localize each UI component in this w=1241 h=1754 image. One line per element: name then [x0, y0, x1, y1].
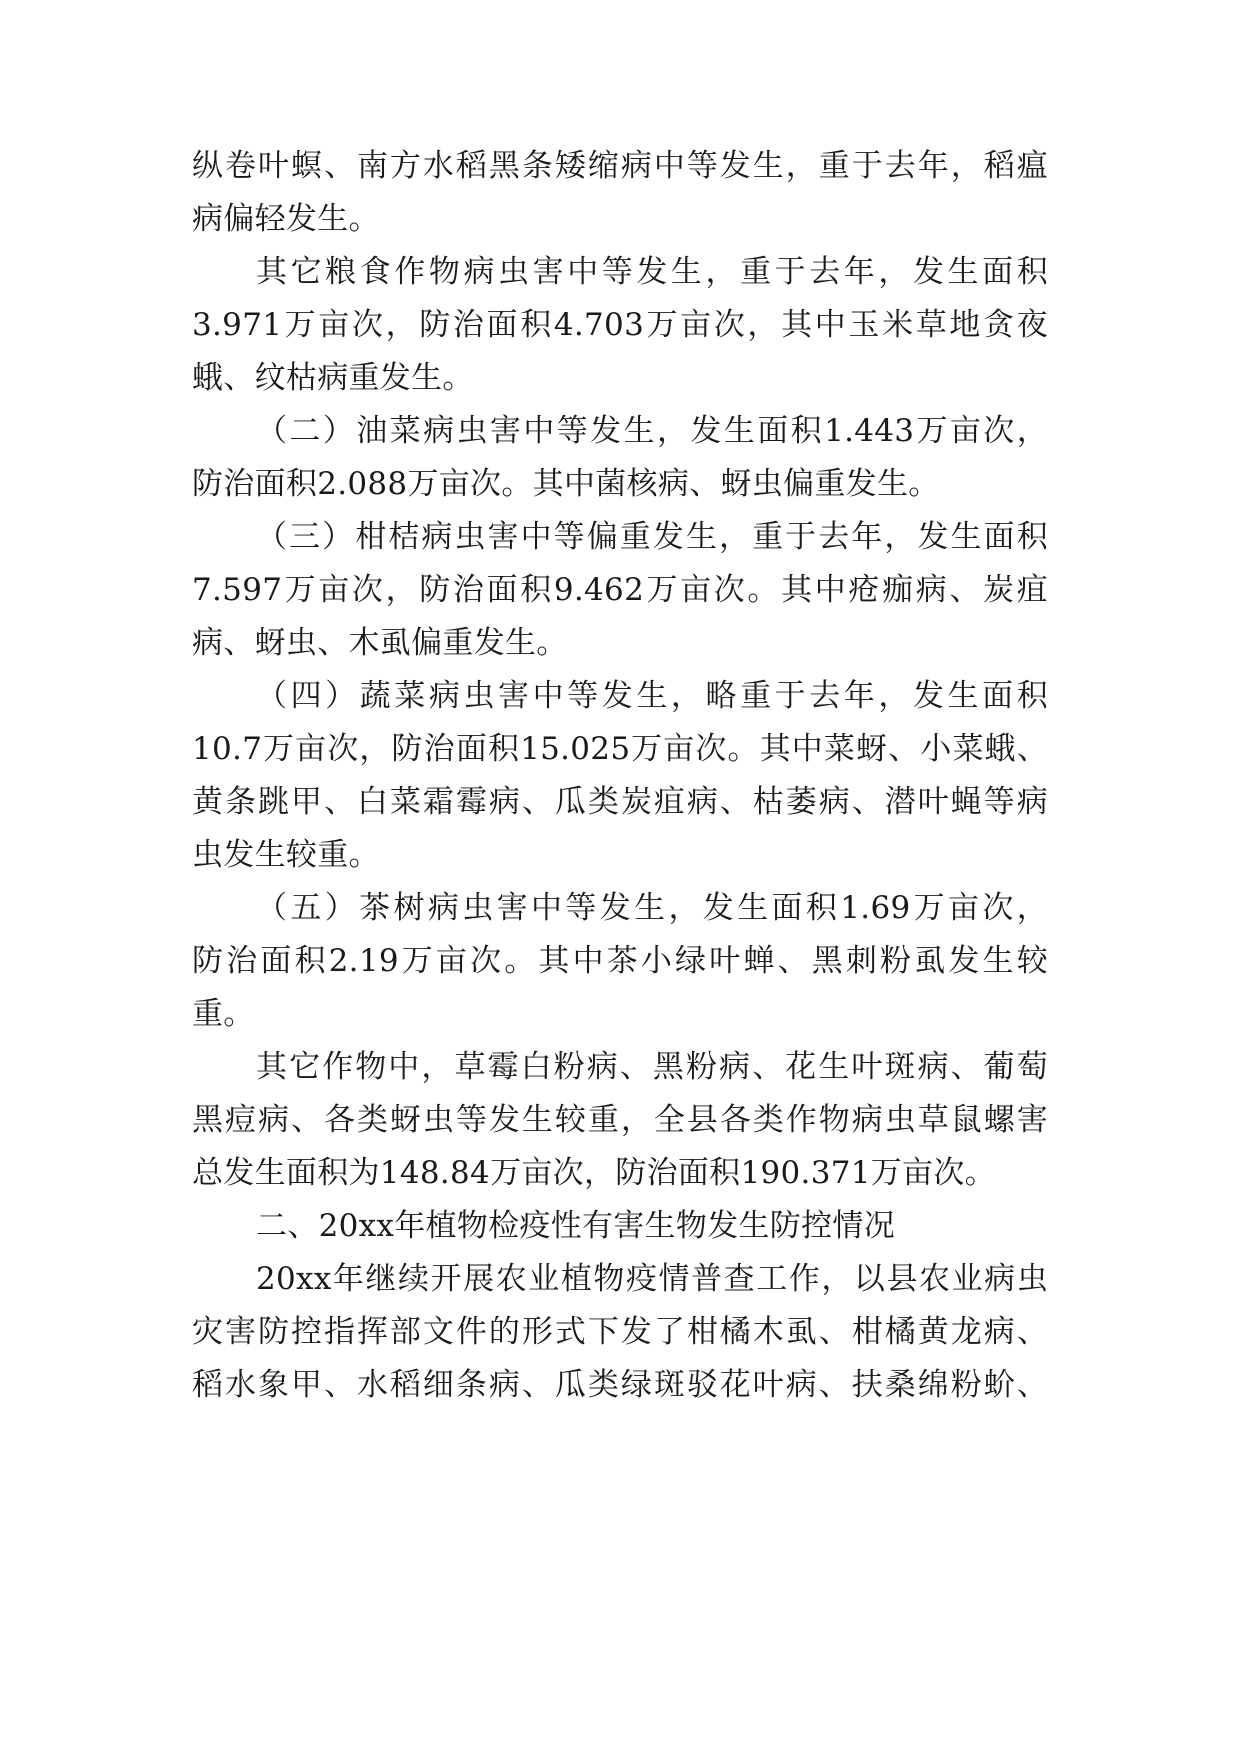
text-line: 重。 — [192, 996, 255, 1032]
text-line: 防治面积2.19万亩次。其中茶小绿叶蝉、黑刺粉虱发生较 — [192, 943, 1048, 979]
text-line: 稻水象甲、水稻细条病、瓜类绿斑驳花叶病、扶桑绵粉蚧、 — [192, 1367, 1048, 1403]
text-line: 虫发生较重。 — [192, 837, 380, 873]
text-line: （五）茶树病虫害中等发生，发生面积1.69万亩次， — [256, 890, 1048, 926]
text-line: 10.7万亩次，防治面积15.025万亩次。其中菜蚜、小菜蛾、 — [192, 731, 1048, 767]
text-line: 7.597万亩次，防治面积9.462万亩次。其中疮痂病、炭疽 — [192, 572, 1048, 608]
text-line: 3.971万亩次，防治面积4.703万亩次，其中玉米草地贪夜 — [192, 307, 1048, 343]
text-line: （四）蔬菜病虫害中等发生，略重于去年，发生面积 — [256, 678, 1048, 714]
text-line: （三）柑桔病虫害中等偏重发生，重于去年，发生面积 — [256, 519, 1048, 555]
text-line: 灾害防控指挥部文件的形式下发了柑橘木虱、柑橘黄龙病、 — [192, 1314, 1048, 1350]
text-line: 其它作物中，草霉白粉病、黑粉病、花生叶斑病、葡萄 — [256, 1049, 1048, 1085]
text-line: 其它粮食作物病虫害中等发生，重于去年，发生面积 — [256, 254, 1048, 290]
text-line: 纵卷叶螟、南方水稻黑条矮缩病中等发生，重于去年，稻瘟 — [192, 148, 1048, 184]
text-line: 防治面积2.088万亩次。其中菌核病、蚜虫偏重发生。 — [192, 466, 940, 502]
text-line: 黄条跳甲、白菜霜霉病、瓜类炭疽病、枯萎病、潜叶蝇等病 — [192, 784, 1048, 820]
text-line: 总发生面积为148.84万亩次，防治面积190.371万亩次。 — [192, 1155, 996, 1191]
text-line: 20xx年继续开展农业植物疫情普查工作，以县农业病虫 — [256, 1261, 1048, 1297]
text-line: 蛾、纹枯病重发生。 — [192, 360, 474, 396]
text-line: 黑痘病、各类蚜虫等发生较重，全县各类作物病虫草鼠螺害 — [192, 1102, 1048, 1138]
text-line: 病偏轻发生。 — [192, 201, 380, 237]
text-line: （二）油菜病虫害中等发生，发生面积1.443万亩次， — [256, 413, 1048, 449]
section-heading: 二、20xx年植物检疫性有害生物发生防控情况 — [256, 1208, 896, 1244]
text-line: 病、蚜虫、木虱偏重发生。 — [192, 625, 568, 661]
